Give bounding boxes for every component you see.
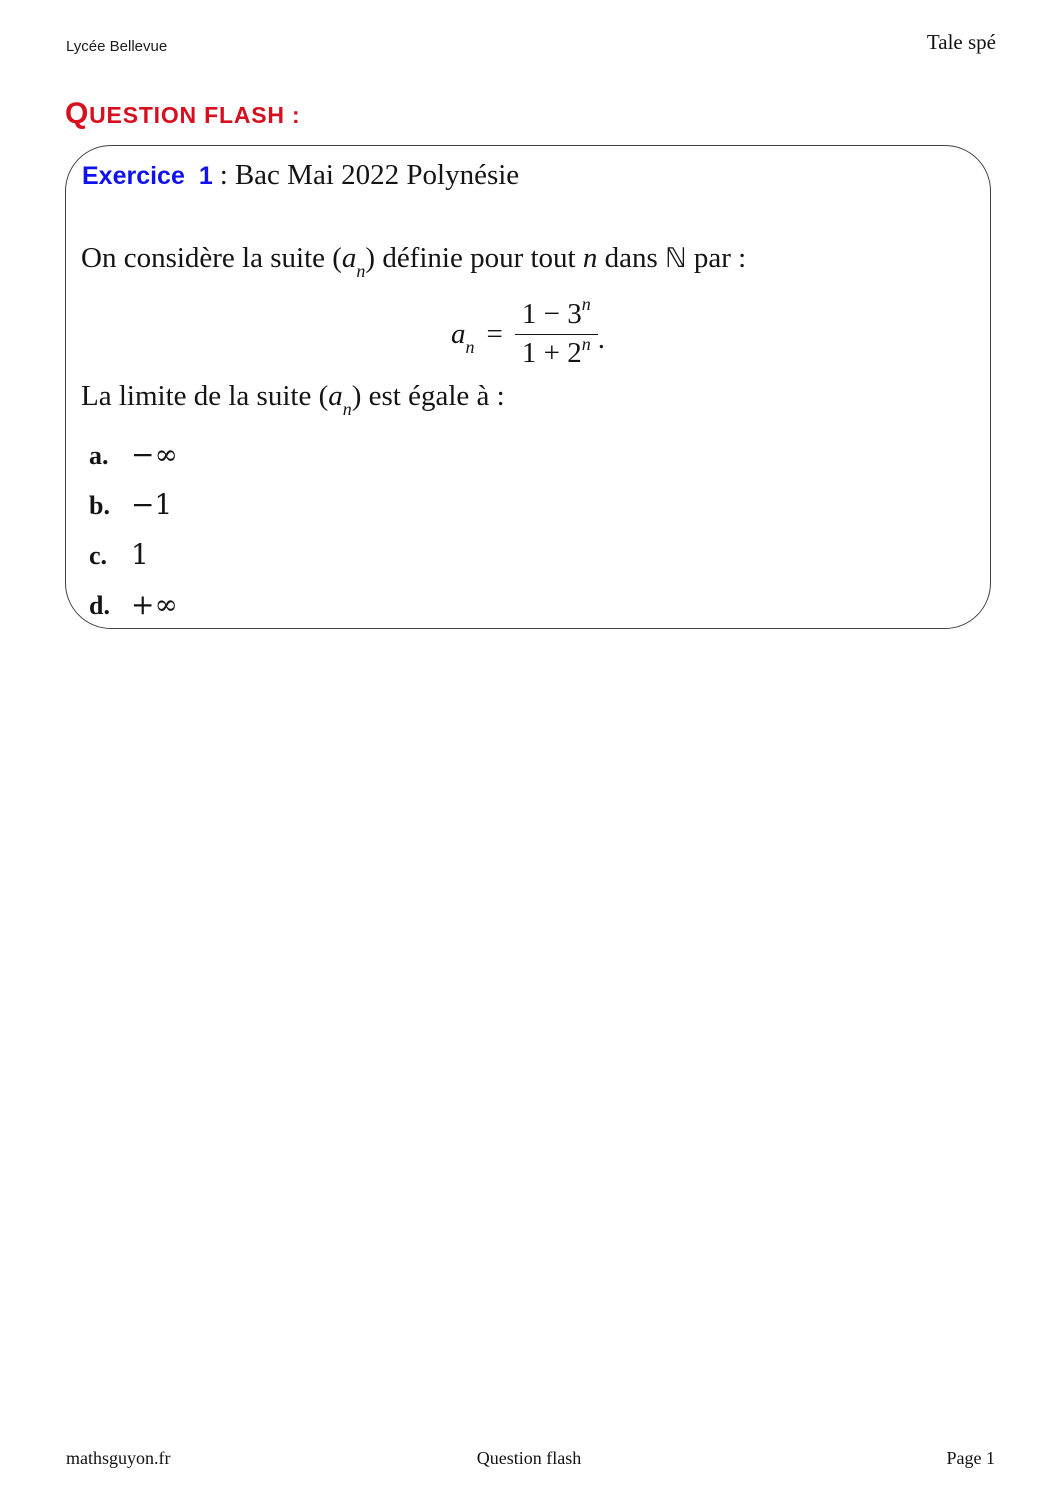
footer-page-number: Page 1 (946, 1448, 995, 1468)
formula-lhs (451, 317, 475, 357)
question-sequence-subscript: n (342, 399, 352, 420)
question-sequence-variable: a (328, 380, 343, 412)
option-c-label: c. (89, 541, 108, 570)
fraction (515, 294, 598, 371)
intro-text-mid2: dans (597, 242, 666, 274)
answer-option-d (89, 588, 178, 621)
exercise-intro-line (81, 242, 747, 282)
answer-option-b (89, 488, 172, 521)
exercise-box (65, 145, 991, 629)
footer-website: mathsguyon.fr (66, 1448, 171, 1468)
option-b-label: b. (89, 491, 110, 520)
intro-text-pre: On considère la suite ( (81, 242, 342, 274)
denominator-exponent: n (581, 333, 591, 354)
option-c-value: 1 (131, 538, 149, 571)
formula-lhs-subscript: n (465, 336, 475, 357)
formula-period: . (597, 322, 605, 355)
sequence-variable: a (341, 242, 357, 274)
option-b-value: −1 (131, 488, 173, 521)
header-school-name: Lycée Bellevue (66, 38, 168, 55)
denominator-base: 1 + 2 (521, 337, 582, 370)
option-a-value: −∞ (131, 438, 178, 471)
exercise-title (82, 159, 519, 192)
numerator-exponent: n (581, 294, 591, 315)
exercise-number: 1 (198, 162, 213, 190)
fraction-denominator (522, 335, 591, 370)
question-text-pre: La limite de la suite ( (81, 380, 329, 412)
header-class-level: Tale spé (926, 30, 996, 54)
intro-text-mid: ) définie pour tout (365, 242, 583, 274)
answer-option-c (89, 538, 149, 571)
intro-text-post: par : (686, 242, 747, 274)
question-line (81, 380, 505, 420)
exercise-label: Exercice (82, 162, 185, 190)
option-d-label: d. (89, 591, 110, 620)
option-d-value: +∞ (131, 588, 178, 621)
question-text-post: ) est égale à : (351, 380, 505, 412)
numerator-base: 1 − 3 (521, 298, 582, 330)
fraction-numerator (515, 294, 598, 335)
sequence-formula (66, 294, 990, 371)
equals-sign: = (486, 317, 503, 350)
variable-n: n (582, 242, 598, 274)
option-a-label: a. (89, 441, 109, 470)
footer-document-title: Question flash (476, 1448, 582, 1468)
sequence-subscript: n (356, 261, 366, 282)
exercise-title-separator: : (219, 159, 228, 191)
answer-option-a (89, 438, 178, 471)
natural-numbers-symbol: ℕ (665, 243, 687, 274)
formula-lhs-variable: a (451, 317, 466, 350)
section-heading: QUESTION FLASH : (65, 97, 301, 130)
exercise-source-title: Bac Mai 2022 Polynésie (234, 159, 520, 191)
